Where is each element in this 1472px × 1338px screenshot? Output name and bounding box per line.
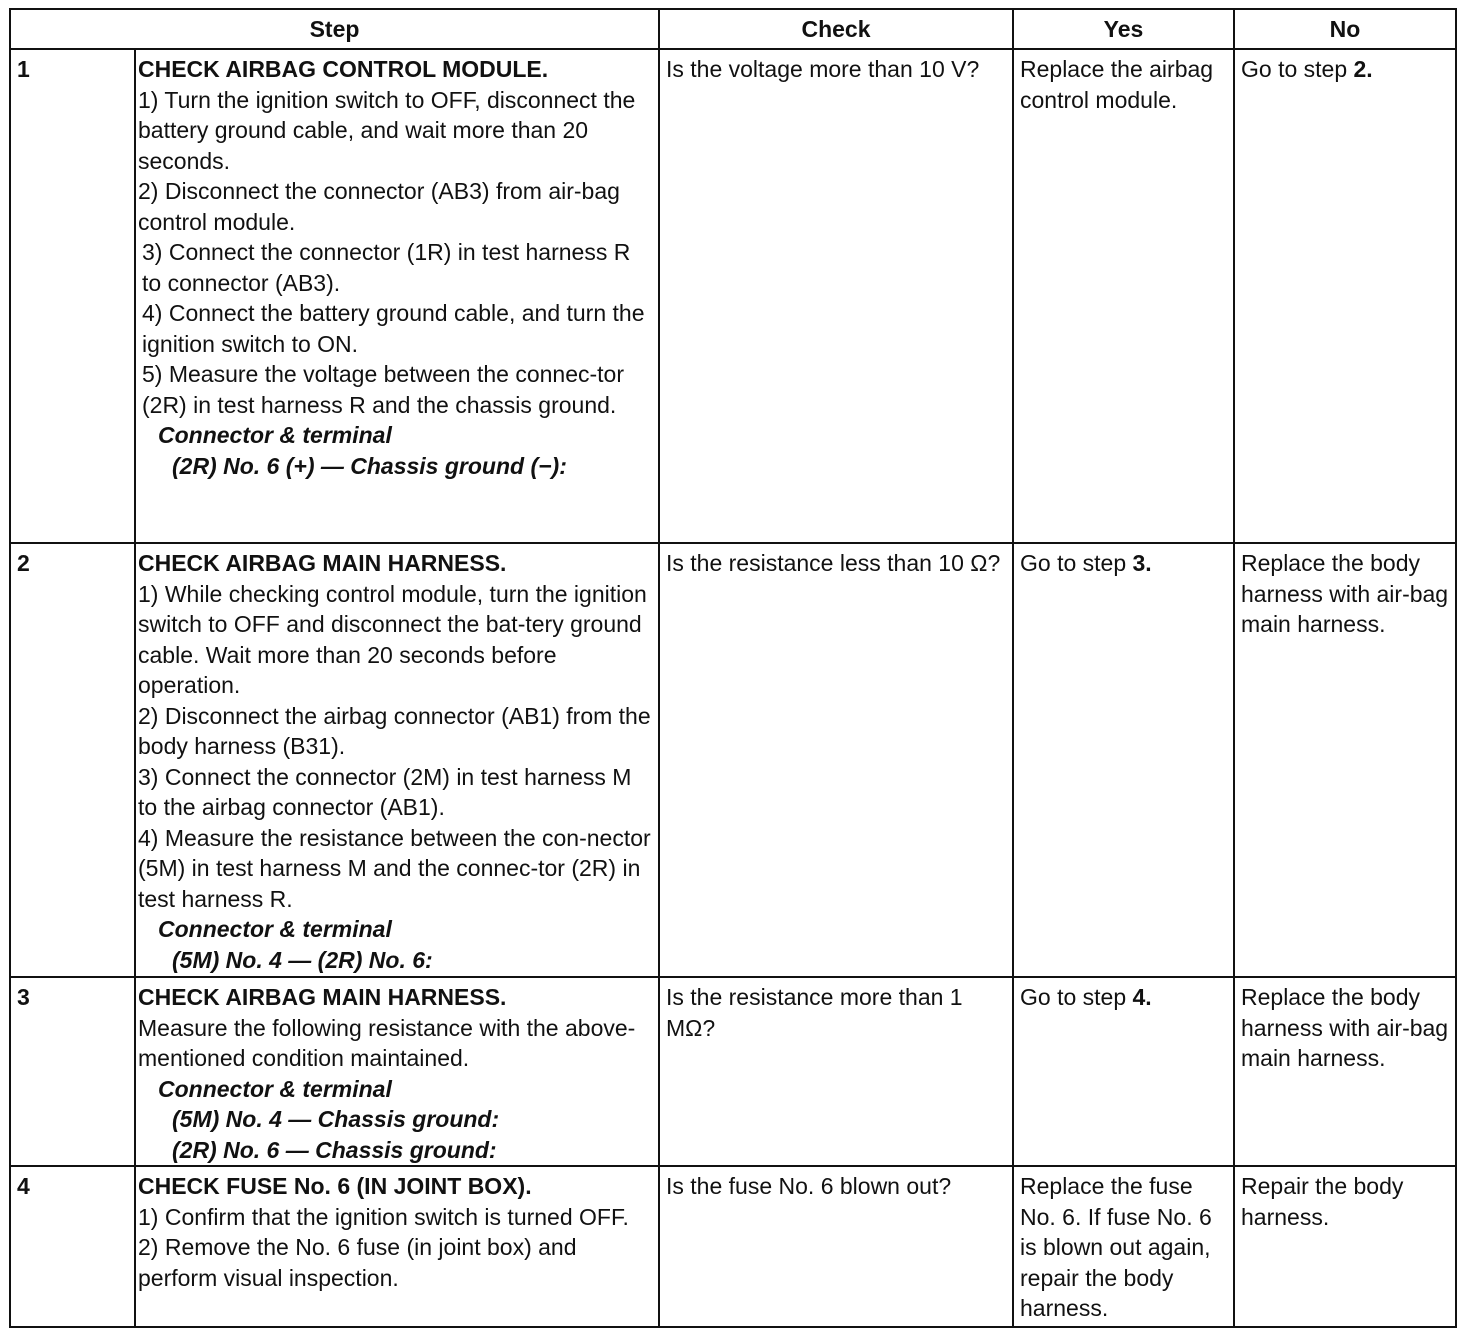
check-cell: Is the voltage more than 10 V? [659, 49, 1013, 543]
step-line: 1) Turn the ignition switch to OFF, disconnect the battery ground cable, and wait more than 20 seconds. [138, 86, 636, 174]
connector-terminal-label: Connector & terminal [158, 916, 392, 942]
step-number: 2 [10, 543, 135, 977]
header-no: No [1234, 9, 1456, 49]
step-line: 1) While checking control module, turn the ignition switch to OFF and disconnect the bat-tery ground cable. Wait more than 20 seconds before operation. [138, 580, 647, 698]
step-line: 5) Measure the voltage between the connec-tor (2R) in test harness R and the chassis ground. [142, 361, 625, 418]
connector-terminal-line: (5M) No. 4 — (2R) No. 6: [172, 946, 433, 973]
step-line: Measure the following resistance with the above-mentioned condition maintained. [138, 1014, 636, 1071]
yes-text: Go to step [1020, 984, 1133, 1010]
no-cell: Replace the body harness with air-bag main harness. [1234, 543, 1456, 977]
step-number: 4 [10, 1166, 135, 1327]
connector-terminal-label: Connector & terminal [158, 422, 392, 448]
table-row [10, 1166, 1456, 1327]
table-row [10, 977, 1456, 1166]
step-line: 4) Measure the resistance between the con-nector (5M) in test harness M and the connec-tor (2R) in test harness R. [138, 824, 651, 912]
step-procedure [135, 977, 659, 1166]
yes-cell: Replace the fuse No. 6. If fuse No. 6 is blown out again, repair the body harness. [1013, 1166, 1234, 1327]
table-row [10, 49, 1456, 543]
connector-terminal-line: (2R) No. 6 (+) — Chassis ground (−): [172, 452, 567, 479]
check-cell: Is the fuse No. 6 blown out? [659, 1166, 1013, 1327]
step-procedure [135, 1166, 659, 1327]
yes-step-ref: 3. [1132, 550, 1152, 576]
check-cell: Is the resistance more than 1 MΩ? [659, 977, 1013, 1166]
header-check: Check [659, 9, 1013, 49]
yes-cell: Replace the airbag control module. [1013, 49, 1234, 543]
diagnostic-table [9, 8, 1457, 1328]
step-title: CHECK AIRBAG MAIN HARNESS. [138, 550, 507, 576]
step-line: 2) Remove the No. 6 fuse (in joint box) and perform visual inspection. [138, 1234, 577, 1291]
no-text: Go to step [1241, 56, 1354, 82]
step-title: CHECK FUSE No. 6 (IN JOINT BOX). [138, 1173, 532, 1199]
no-cell: Replace the body harness with air-bag main harness. [1234, 977, 1456, 1166]
step-line: 1) Confirm that the ignition switch is turned OFF. [138, 1203, 629, 1230]
yes-cell [1013, 543, 1234, 977]
connector-terminal-label: Connector & terminal [158, 1075, 392, 1102]
header-row [10, 9, 1456, 49]
step-line: 3) Connect the connector (2M) in test harness M to the airbag connector (AB1). [138, 763, 632, 820]
table-row [10, 543, 1456, 977]
step-line: 4) Connect the battery ground cable, and turn the ignition switch to ON. [142, 300, 645, 357]
yes-step-ref: 4. [1132, 984, 1152, 1010]
step-title: CHECK AIRBAG MAIN HARNESS. [138, 984, 507, 1010]
step-line: 2) Disconnect the airbag connector (AB1) from the body harness (B31). [138, 702, 651, 759]
yes-text: Go to step [1020, 550, 1133, 576]
connector-terminal-line: (5M) No. 4 — Chassis ground: [172, 1106, 500, 1132]
step-procedure [135, 543, 659, 977]
step-procedure [135, 49, 659, 543]
check-cell: Is the resistance less than 10 Ω? [659, 543, 1013, 977]
step-title: CHECK AIRBAG CONTROL MODULE. [138, 56, 549, 82]
header-yes: Yes [1013, 9, 1234, 49]
step-number: 3 [10, 977, 135, 1166]
no-step-ref: 2. [1353, 56, 1373, 82]
header-step: Step [10, 9, 659, 49]
connector-terminal-line: (2R) No. 6 — Chassis ground: [172, 1136, 497, 1163]
step-number: 1 [10, 49, 135, 543]
step-line: 3) Connect the connector (1R) in test harness R to connector (AB3). [142, 239, 631, 296]
yes-cell [1013, 977, 1234, 1166]
no-cell [1234, 49, 1456, 543]
step-line: 2) Disconnect the connector (AB3) from air-bag control module. [138, 178, 620, 235]
no-cell: Repair the body harness. [1234, 1166, 1456, 1327]
